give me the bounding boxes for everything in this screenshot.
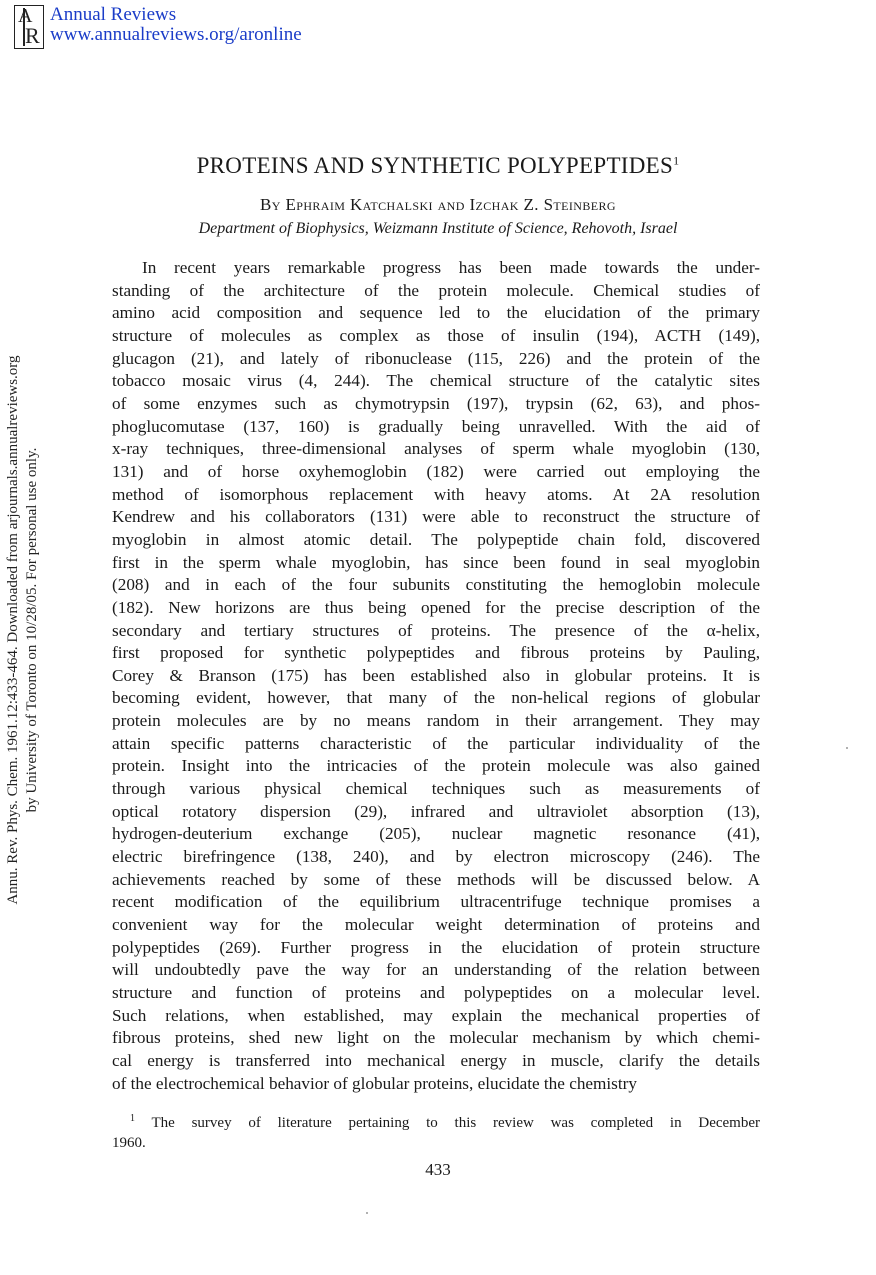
body-line: standing of the architecture of the protein molecule. Chemical studies of bbox=[112, 280, 760, 300]
body-line: protein. Insight into the intricacies of the protein molecule was also gained bbox=[112, 756, 760, 776]
author-1: Ephraim Katchalski bbox=[285, 195, 433, 214]
article-body bbox=[112, 257, 760, 1095]
page-number: 433 bbox=[425, 1160, 451, 1179]
footnote-text: The survey of literature pertaining to this review was completed in December bbox=[135, 1115, 760, 1131]
body-line: phoglucomutase (137, 160) is gradually being unravelled. With the aid of bbox=[112, 416, 760, 436]
logo-letter-r: R bbox=[25, 23, 40, 48]
body-line: tobacco mosaic virus (4, 244). The chemical structure of the catalytic sites bbox=[112, 371, 760, 391]
download-stamp-line1: Annu. Rev. Phys. Chem. 1961.12:433-464. Downloaded from arjournals.annualreviews.org bbox=[5, 355, 21, 905]
author-2: Izchak Z. Steinberg bbox=[469, 195, 616, 214]
scan-speck bbox=[366, 1212, 368, 1214]
download-stamp bbox=[4, 320, 48, 940]
authors-and: and bbox=[432, 195, 470, 214]
body-line: attain specific patterns characteristic of the particular individuality of the bbox=[112, 733, 760, 753]
download-stamp-line2: by University of Toronto on 10/28/05. For personal use only. bbox=[24, 447, 40, 813]
body-line: electric birefringence (138, 240), and by electron microscopy (246). The bbox=[112, 847, 760, 867]
body-line: polypeptides (269). Further progress in the elucidation of protein structure bbox=[112, 937, 760, 957]
body-line: Kendrew and his collaborators (131) were able to reconstruct the structure of bbox=[112, 507, 760, 527]
body-line: of the electrochemical behavior of globular proteins, elucidate the chemistry bbox=[112, 1073, 637, 1093]
body-line: first in the sperm whale myoglobin, has since been found in seal myoglobin bbox=[112, 552, 760, 572]
body-line: Corey & Branson (175) has been established also in globular proteins. It is bbox=[112, 665, 760, 685]
body-line: Such relations, when established, may explain the mechanical properties of bbox=[112, 1005, 760, 1025]
body-line: (182). New horizons are thus being opened for the precise description of the bbox=[112, 597, 760, 617]
authors-prefix: By bbox=[260, 195, 286, 214]
footnote-mark: 1 bbox=[130, 1113, 135, 1124]
body-line: optical rotatory dispersion (29), infrared and ultraviolet absorption (13), bbox=[112, 801, 760, 821]
footnote bbox=[112, 1109, 760, 1153]
scan-speck bbox=[846, 747, 848, 749]
body-line: method of isomorphous replacement with heavy atoms. At 2A resolution bbox=[112, 484, 760, 504]
article-title bbox=[0, 153, 876, 179]
body-line: becoming evident, however, that many of the non-helical regions of globular bbox=[112, 688, 760, 708]
body-line: cal energy is transferred into mechanical energy in muscle, clarify the details bbox=[112, 1050, 760, 1070]
logo-letter-a: A bbox=[18, 5, 33, 27]
body-line: first proposed for synthetic polypeptides and fibrous proteins by Pauling, bbox=[112, 643, 760, 663]
body-line: convenient way for the molecular weight determination of proteins and bbox=[112, 915, 760, 935]
body-line: hydrogen-deuterium exchange (205), nuclear magnetic resonance (41), bbox=[112, 824, 760, 844]
body-line: amino acid composition and sequence led to the elucidation of the primary bbox=[112, 303, 760, 323]
footnote-line bbox=[112, 1109, 760, 1133]
body-line: will undoubtedly pave the way for an understanding of the relation between bbox=[112, 960, 760, 980]
body-line: x-ray techniques, three-dimensional analyses of sperm whale myoglobin (130, bbox=[112, 439, 760, 459]
body-line: of some enzymes such as chymotrypsin (197), trypsin (62, 63), and phos- bbox=[112, 393, 760, 413]
publisher-header[interactable] bbox=[50, 5, 302, 45]
publisher-name[interactable]: Annual Reviews bbox=[50, 4, 177, 25]
author-affiliation: Department of Biophysics, Weizmann Institute of Science, Rehovoth, Israel bbox=[198, 220, 678, 237]
article-title-text: PROTEINS AND SYNTHETIC POLYPEPTIDES bbox=[196, 153, 674, 178]
body-line: structure of molecules as complex as those of insulin (194), ACTH (149), bbox=[112, 325, 760, 345]
body-line: fibrous proteins, shed new light on the molecular mechanism by which chemi- bbox=[112, 1028, 760, 1048]
body-line: structure and function of proteins and polypeptides on a molecular level. bbox=[112, 983, 760, 1002]
body-line: In recent years remarkable progress has been made towards the under- bbox=[142, 258, 760, 277]
body-line: (208) and in each of the four subunits constituting the hemoglobin molecule bbox=[112, 575, 760, 595]
footnote-line: 1960. bbox=[112, 1135, 146, 1151]
body-line: glucagon (21), and lately of ribonuclease (115, 226) and the protein of the bbox=[112, 348, 760, 368]
body-line: secondary and tertiary structures of proteins. The presence of the α-helix, bbox=[112, 620, 760, 640]
article-authors bbox=[0, 195, 876, 215]
body-line: myoglobin in almost atomic detail. The polypeptide chain fold, discovered bbox=[112, 529, 760, 549]
body-line: through various physical chemical techniques such as measurements of bbox=[112, 779, 760, 799]
body-line: protein molecules are by no means random in their arrangement. They may bbox=[112, 711, 760, 731]
title-footnote-mark: 1 bbox=[673, 153, 680, 168]
body-line: recent modification of the equilibrium ultracentrifuge technique promises a bbox=[112, 892, 760, 912]
annual-reviews-logo bbox=[14, 5, 44, 49]
body-line: achievements reached by some of these methods will be discussed below. A bbox=[112, 869, 760, 889]
body-line: 131) and of horse oxyhemoglobin (182) were carried out employing the bbox=[112, 461, 760, 481]
publisher-url[interactable]: www.annualreviews.org/aronline bbox=[50, 24, 302, 45]
